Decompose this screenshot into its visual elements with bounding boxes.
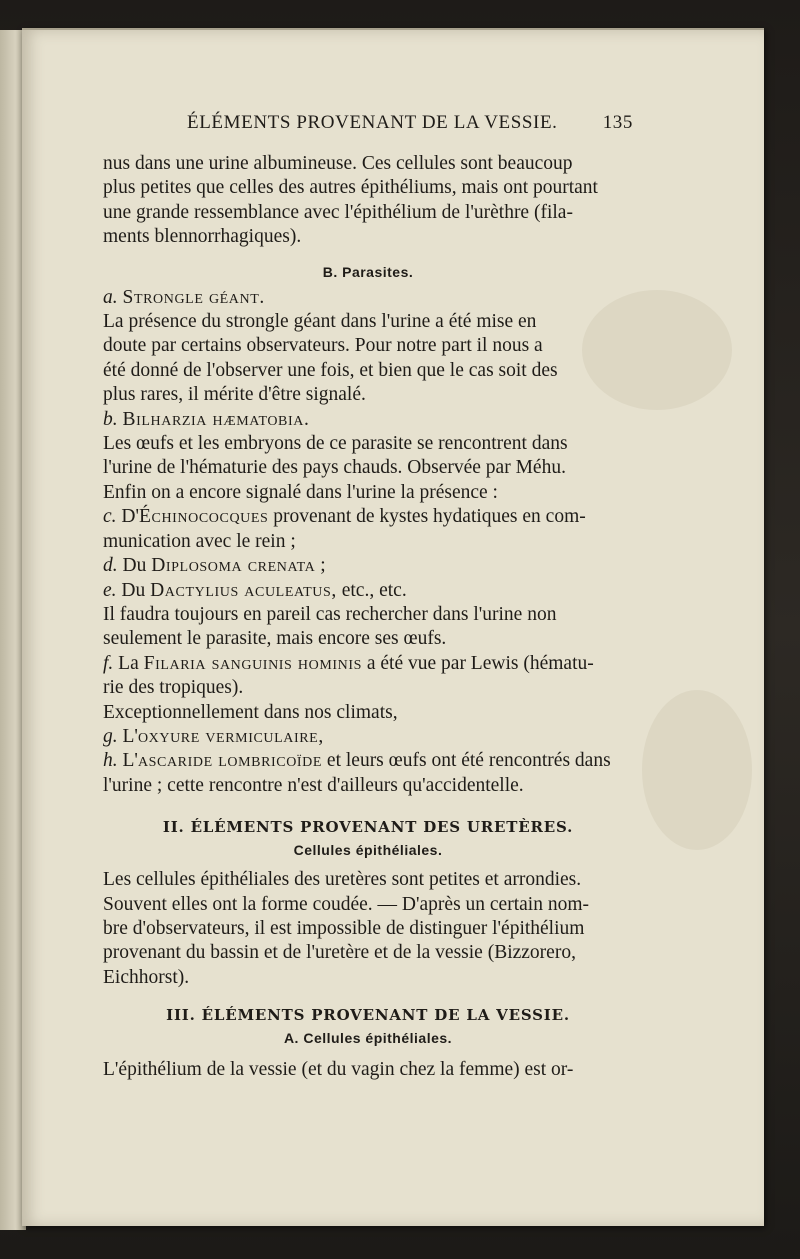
- text-line: nus dans une urine albumineuse. Ces cellules sont beaucoup: [103, 153, 573, 174]
- text-line: Il faudra toujours en pareil cas rechercher dans l'urine non: [103, 603, 557, 625]
- text-line: munication avec le rein ;: [103, 530, 296, 552]
- item-b: [103, 408, 633, 432]
- item-label: h.: [103, 750, 118, 772]
- section-2-heading: II. ÉLÉMENTS PROVENANT DES URETÈRES.: [162, 818, 574, 837]
- text-line: ments blennorrhagiques).: [103, 226, 302, 248]
- item-e: [103, 579, 633, 603]
- item-prefix: L': [122, 725, 138, 747]
- item-text: ;: [320, 555, 326, 577]
- item-title: Échinococques: [139, 506, 269, 528]
- item-text: etc., etc.: [341, 579, 407, 601]
- page-number: 135: [602, 112, 633, 133]
- item-d: [103, 554, 633, 578]
- text-line: doute par certains observateurs. Pour notre part il nous a: [103, 335, 543, 357]
- text-line: été donné de l'observer une fois, et bien que le cas soit des: [103, 359, 558, 381]
- text-line: l'urine ; cette rencontre n'est d'ailleurs qu'accidentelle.: [103, 774, 524, 796]
- item-title: Diplosoma crenata: [151, 555, 316, 577]
- paragraph-4: Enfin on a encore signalé dans l'urine la présence :: [103, 481, 498, 503]
- item-label: g.: [103, 725, 118, 747]
- item-title: Strongle géant.: [122, 286, 265, 308]
- parasites-heading: B. Parasites.: [322, 263, 414, 280]
- text-line: Les cellules épithéliales des uretères sont petites et arrondies.: [103, 869, 582, 891]
- item-label: e.: [103, 579, 117, 601]
- item-prefix: L': [122, 750, 138, 772]
- text-line: l'urine de l'hématurie des pays chauds. Observée par Méhu.: [103, 457, 566, 479]
- item-f: [103, 652, 633, 676]
- text-line: Les œufs et les embryons de ce parasite se rencontrent dans: [103, 433, 568, 455]
- item-title: Dactylius aculeatus,: [150, 579, 337, 601]
- item-title: Bilharzia hæmatobia.: [122, 408, 310, 430]
- text-line: plus petites que celles des autres épithéliums, mais ont pourtant: [103, 177, 598, 199]
- item-prefix: D': [121, 506, 140, 528]
- item-label: d.: [103, 555, 118, 577]
- page-text: [103, 112, 633, 1083]
- item-prefix: Du: [122, 555, 147, 577]
- running-title: ÉLÉMENTS PROVENANT DE LA VESSIE.: [187, 112, 558, 133]
- text-line: plus rares, il mérite d'être signalé.: [103, 384, 366, 406]
- item-h: [103, 749, 633, 773]
- item-title: oxyure vermiculaire,: [137, 725, 324, 747]
- item-a: [103, 286, 633, 310]
- item-prefix: La: [118, 652, 139, 674]
- section-2-subheading: Cellules épithéliales.: [293, 842, 443, 859]
- item-text: a été vue par Lewis (hématu-: [366, 652, 594, 674]
- paragraph-3: [103, 432, 633, 481]
- item-g: [103, 725, 633, 749]
- running-header: [187, 112, 633, 152]
- item-text: et leurs œufs ont été rencontrés dans: [326, 750, 611, 772]
- section-3-heading: III. ÉLÉMENTS PROVENANT DE LA VESSIE.: [166, 1006, 570, 1025]
- text-line: seulement le parasite, mais encore ses œufs.: [103, 628, 447, 650]
- text-line: Souvent elles ont la forme coudée. — D'après un certain nom-: [103, 893, 589, 915]
- text-line: bre d'observateurs, il est impossible de distinguer l'épithélium: [103, 917, 585, 939]
- paragraph-6: Exceptionnellement dans nos climats,: [103, 701, 398, 723]
- text-line: Eichhorst).: [103, 966, 190, 988]
- paragraph-7: [103, 868, 633, 990]
- page-body: [103, 152, 633, 1083]
- paragraph-2: [103, 310, 633, 408]
- paragraph-1: [103, 152, 633, 250]
- item-prefix: Du: [121, 579, 146, 601]
- text-line: provenant du bassin et de l'uretère et de la vessie (Bizzorero,: [103, 942, 576, 964]
- item-c: [103, 505, 633, 529]
- item-label: a.: [103, 286, 118, 308]
- text-line: La présence du strongle géant dans l'urine a été mise en: [103, 311, 537, 333]
- paragraph-8: L'épithélium de la vessie (et du vagin chez la femme) est or-: [103, 1059, 574, 1081]
- paper-stain: [642, 690, 752, 850]
- item-text: provenant de kystes hydatiques en com-: [273, 506, 586, 528]
- item-title: ascaride lombricoïde: [137, 750, 323, 772]
- text-line: rie des tropiques).: [103, 677, 244, 699]
- item-label: f.: [103, 652, 114, 674]
- paragraph-5: [103, 603, 633, 652]
- text-line: une grande ressemblance avec l'épithélium de l'urèthre (fila-: [103, 201, 573, 223]
- item-label: c.: [103, 506, 117, 528]
- item-title: Filaria sanguinis hominis: [143, 652, 362, 674]
- section-3-subheading: A. Cellules épithéliales.: [283, 1030, 453, 1047]
- item-label: b.: [103, 408, 118, 430]
